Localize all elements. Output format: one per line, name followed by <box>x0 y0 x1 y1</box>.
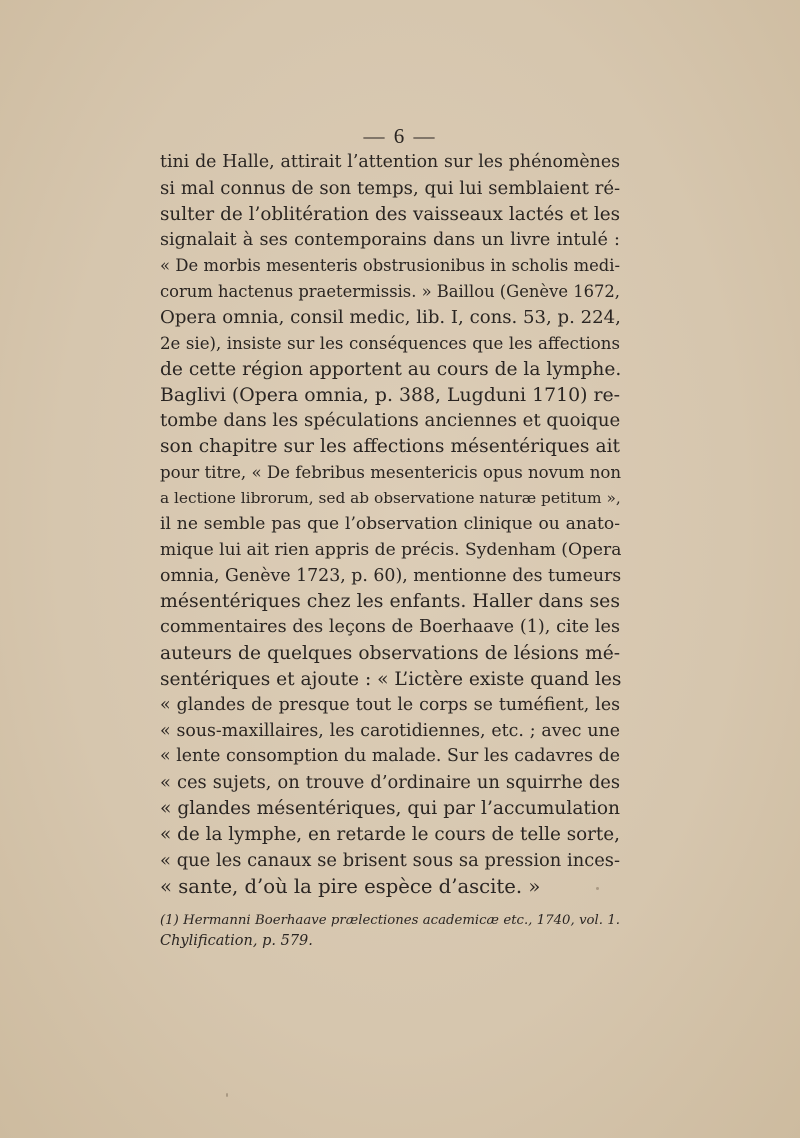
text-line: « glandes mésentériques, qui par l’accumulation <box>160 798 620 820</box>
text-line: mésentériques chez les enfants. Haller dans ses <box>160 591 620 613</box>
footnote-line: (1) Hermanni Boerhaave prælectiones academicæ etc., 1740, vol. 1. <box>160 913 620 928</box>
text-line: auteurs de quelques observations de lésions mé- <box>160 643 620 665</box>
text-line: tini de Halle, attirait l’attention sur les phénomènes <box>160 152 620 172</box>
page-number: — 6 — <box>363 124 437 148</box>
text-line: « sous-maxillaires, les carotidiennes, etc. ; avec une <box>160 720 620 741</box>
text-line: Opera omnia, consil medic, lib. I, cons. 53, p. 224, <box>160 307 621 329</box>
text-line: a lectione librorum, sed ab observatione naturæ petitum », <box>160 488 621 507</box>
text-line: commentaires des leçons de Boerhaave (1), cite les <box>160 617 620 638</box>
text-line: « que les canaux se brisent sous sa pression inces- <box>160 849 620 871</box>
text-line: son chapitre sur les affections mésentériques ait <box>160 436 620 458</box>
text-line: sentériques et ajoute : « L’ictère existe quand les <box>160 668 622 690</box>
text-line: « lente consomption du malade. Sur les cadavres de <box>160 746 620 767</box>
text-line: « De morbis mesenteris obstrusionibus in scholis medi- <box>160 256 620 276</box>
text-line: « de la lymphe, en retarde le cours de telle sorte, <box>160 823 620 845</box>
text-line: tombe dans les spéculations anciennes et quoique <box>160 410 621 432</box>
footnotes <box>160 910 620 952</box>
text-line: sulter de l’oblitération des vaisseaux lactés et les <box>160 203 620 225</box>
text-line: mique lui ait rien appris de précis. Sydenham (Opera <box>160 539 622 560</box>
text-line: de cette région apportent au cours de la lymphe. <box>160 358 622 380</box>
text-line: « sante, d’où la pire espèce d’ascite. » <box>160 874 541 898</box>
text-line: corum hactenus praetermissis. » Baillou (Genève 1672, <box>160 282 620 302</box>
text-line: 2e sie), insiste sur les conséquences que les affections <box>160 333 620 353</box>
paper-speck <box>596 887 599 890</box>
text-line: pour titre, « De febribus mesentericis opus novum non <box>160 463 622 483</box>
text-line: omnia, Genève 1723, p. 60), mentionne des tumeurs <box>160 565 622 586</box>
text-line: si mal connus de son temps, qui lui semblaient ré- <box>160 177 621 199</box>
text-line: Baglivi (Opera omnia, p. 388, Lugduni 1710) re- <box>160 384 620 406</box>
text-line: « glandes de presque tout le corps se tuméfient, les <box>160 694 620 715</box>
text-line: signalait à ses contemporains dans un livre intulé : <box>160 229 620 250</box>
body-text <box>160 150 620 899</box>
paper-speck <box>226 1093 228 1097</box>
footnote-line: Chylification, p. 579. <box>160 933 313 949</box>
text-line: il ne semble pas que l’observation clinique ou anato- <box>160 513 620 534</box>
text-line: « ces sujets, on trouve d’ordinaire un squirrhe des <box>160 772 620 794</box>
